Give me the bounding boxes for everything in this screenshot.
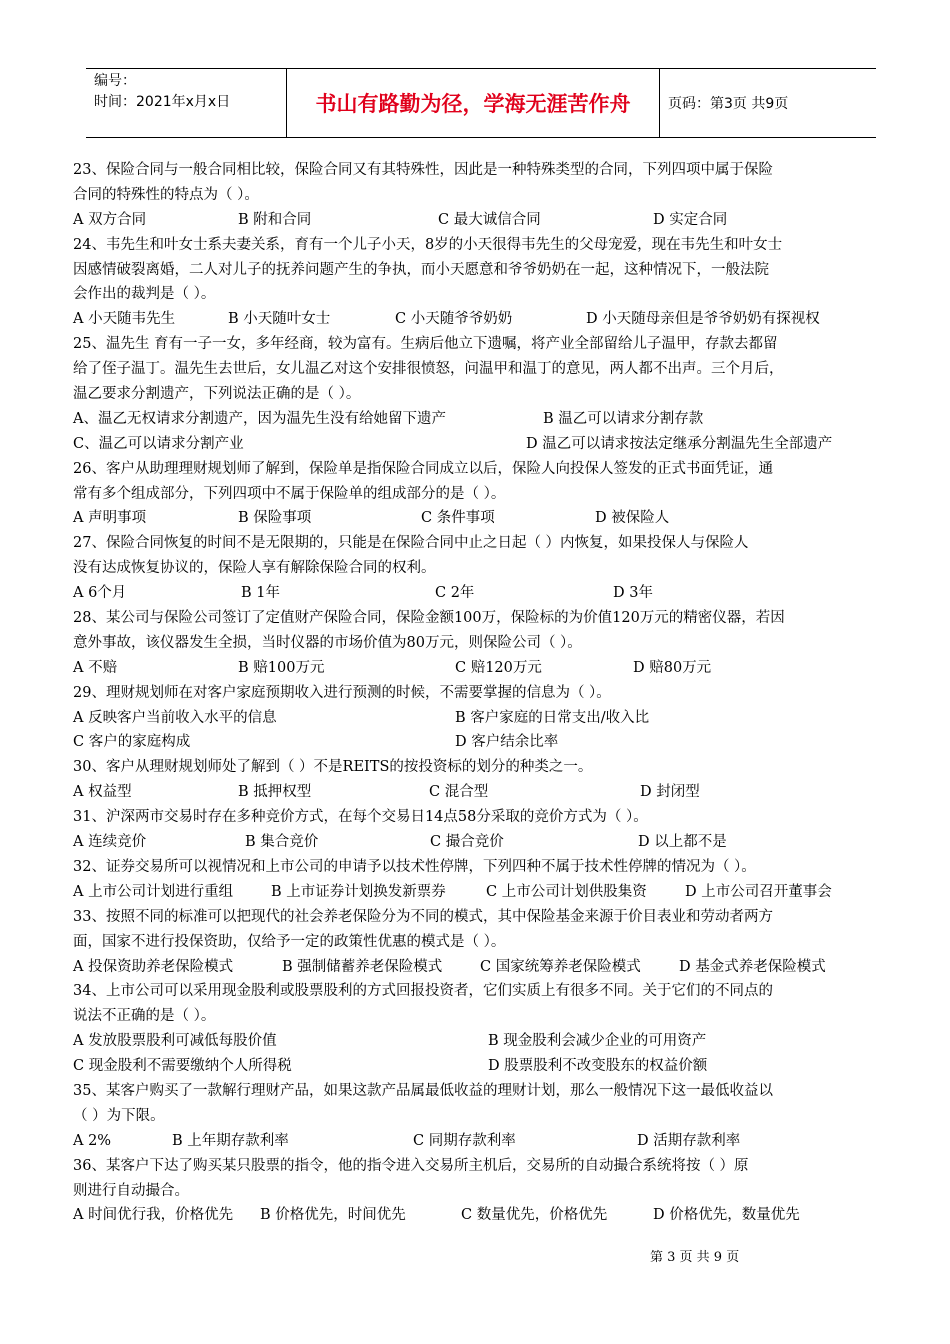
question-stem-line: （ ）为下限。 [73, 1107, 165, 1124]
answer-option: D 赔80万元 [633, 659, 712, 676]
question-stem-line: 27、保险合同恢复的时间不是无限期的，只能是在保险合同中止之日起（ ）内恢复，如果投保人与保险人 [73, 535, 749, 552]
answer-option: A 发放股票股利可减低每股价值 [73, 1033, 277, 1050]
question-item [73, 755, 903, 805]
question-stem-line: 给了侄子温丁。温先生去世后，女儿温乙对这个安排很愤怒，问温甲和温丁的意见，两人都不出声。三个月后， [73, 361, 784, 378]
page-footer: 第 3 页 共 9 页 [650, 1250, 740, 1265]
options-row [73, 1129, 903, 1154]
answer-option: C 小天随爷爷奶奶 [395, 311, 513, 328]
header-meta [86, 69, 287, 137]
question-stem-line: 31、沪深两市交易时存在多种竞价方式，在每个交易日14点58分采取的竞价方式为（ ）。 [73, 809, 648, 826]
answer-option: A、温乙无权请求分割遗产，因为温先生没有给她留下遗产 [73, 410, 446, 427]
question-item [73, 531, 903, 606]
question-stem-line: 29、理财规划师在对客户家庭预期收入进行预测的时候，不需要掌握的信息为（ ）。 [73, 684, 611, 701]
answer-option: C 赔120万元 [455, 659, 542, 676]
question-stem-line: 35、某客户购买了一款解行理财产品，如果这款产品属最低收益的理财计划，那么一般情况下这一最低收益以 [73, 1082, 773, 1099]
options-row [73, 506, 903, 531]
answer-option: C 条件事项 [421, 510, 495, 527]
answer-option: A 时间优行我，价格优先 [73, 1207, 234, 1224]
options-row [73, 208, 903, 233]
question-stem-line: 合同的特殊性的特点为（ ）。 [73, 186, 259, 203]
question-item [73, 1154, 903, 1229]
question-item [73, 457, 903, 532]
answer-option: C 客户的家庭构成 [73, 734, 191, 751]
answer-option: D 封闭型 [640, 784, 700, 801]
question-stem-line: 34、上市公司可以采用现金股利或股票股利的方式回报投资者，它们实质上有很多不同。关于它们的不同点的 [73, 983, 773, 1000]
answer-option: B 1年 [241, 585, 280, 602]
question-stem-line: 则进行自动撮合。 [73, 1182, 189, 1199]
answer-option: A 6个月 [73, 585, 127, 602]
answer-option: B 价格优先，时间优先 [260, 1207, 406, 1224]
options-row [73, 830, 903, 855]
page-header [86, 68, 876, 138]
answer-option: B 抵押权型 [238, 784, 312, 801]
question-stem-line: 温乙要求分割遗产，下列说法正确的是（ ）。 [73, 386, 361, 403]
options-row [73, 955, 903, 980]
answer-option: C 同期存款利率 [413, 1132, 516, 1149]
answer-option: D 以上都不是 [638, 834, 727, 851]
answer-option: A 声明事项 [73, 510, 147, 527]
answer-option: D 被保险人 [595, 510, 670, 527]
question-item [73, 332, 903, 456]
answer-option: B 保险事项 [238, 510, 312, 527]
question-stem-line: 因感情破裂离婚，二人对儿子的抚养问题产生的争执，而小天愿意和爷爷奶奶在一起，这种情况下，一般法院 [73, 261, 769, 278]
options-row [73, 581, 903, 606]
answer-option: A 双方合同 [73, 211, 147, 228]
answer-option: A 不赔 [73, 659, 118, 676]
time-line: 时间：2021年x月x日 [94, 94, 231, 110]
options-row [73, 706, 903, 731]
answer-option: A 上市公司计划进行重组 [73, 883, 234, 900]
options-row [73, 432, 903, 457]
answer-option: D 客户结余比率 [455, 734, 559, 751]
question-item [73, 681, 903, 756]
answer-option: D 小天随母亲但是爷爷奶奶有探视权 [586, 311, 820, 328]
question-item [73, 979, 903, 1079]
answer-option: C 国家统筹养老保险模式 [480, 958, 641, 975]
answer-option: C、温乙可以请求分割产业 [73, 435, 244, 452]
answer-option: B 客户家庭的日常支出/收入比 [455, 709, 650, 726]
number-label: 编号： [94, 73, 136, 89]
answer-option: D 3年 [613, 585, 653, 602]
question-item [73, 158, 903, 233]
header-motto: 书山有路勤为径，学海无涯苦作舟 [287, 69, 660, 137]
question-stem-line: 意外事故，该仪器发生全损，当时仪器的市场价值为80万元，则保险公司（ ）。 [73, 634, 582, 651]
question-stem-line: 面，国家不进行投保资助，仅给予一定的政策性优惠的模式是（ ）。 [73, 933, 506, 950]
question-item [73, 606, 903, 681]
page-number-label: 页码：第3页 共9页 [668, 96, 789, 112]
question-item [73, 855, 903, 905]
answer-option: B 小天随叶女士 [228, 311, 331, 328]
answer-option: C 上市公司计划供股集资 [486, 883, 647, 900]
answer-option: A 反映客户当前收入水平的信息 [73, 709, 277, 726]
answer-option: C 混合型 [429, 784, 489, 801]
answer-option: B 集合竞价 [245, 834, 319, 851]
answer-option: C 2年 [435, 585, 475, 602]
question-stem-line: 30、客户从理财规划师处了解到（ ）不是REITS的按投资标的划分的种类之一。 [73, 759, 593, 776]
answer-option: B 强制储蓄养老保险模式 [282, 958, 443, 975]
answer-option: C 撮合竞价 [430, 834, 504, 851]
question-item [73, 805, 903, 855]
question-item [73, 233, 903, 333]
answer-option: D 温乙可以请求按法定继承分割温先生全部遗产 [526, 435, 833, 452]
question-stem-line: 36、某客户下达了购买某只股票的指令，他的指令进入交易所主机后，交易所的自动撮合系统将按（ ）原 [73, 1157, 749, 1174]
answer-option: C 最大诚信合同 [438, 211, 541, 228]
answer-option: D 活期存款利率 [637, 1132, 741, 1149]
answer-option: D 基金式养老保险模式 [679, 958, 826, 975]
answer-option: C 数量优先，价格优先 [461, 1207, 608, 1224]
question-stem-line: 说法不正确的是（ ）。 [73, 1008, 216, 1025]
answer-option: C 现金股利不需要缴纳个人所得税 [73, 1058, 292, 1075]
question-stem-line: 28、某公司与保险公司签订了定值财产保险合同，保险金额100万，保险标的为价值120万元的精密仪器，若因 [73, 610, 785, 627]
options-row [73, 407, 903, 432]
question-stem-line: 没有达成恢复协议的，保险人享有解除保险合同的权利。 [73, 560, 436, 577]
question-item [73, 905, 903, 980]
answer-option: D 股票股利不改变股东的权益价额 [488, 1058, 708, 1075]
question-stem-line: 23、保险合同与一般合同相比较，保险合同又有其特殊性，因此是一种特殊类型的合同，下列四项中属于保险 [73, 162, 773, 178]
options-row [73, 1054, 903, 1079]
answer-option: A 投保资助养老保险模式 [73, 958, 234, 975]
answer-option: A 连续竞价 [73, 834, 147, 851]
options-row [73, 730, 903, 755]
answer-option: B 现金股利会减少企业的可用资产 [488, 1033, 707, 1050]
question-stem-line: 24、韦先生和叶女士系夫妻关系，育有一个儿子小天，8岁的小天很得韦先生的父母宠爱，现在韦先生和叶女士 [73, 236, 783, 253]
options-row [73, 656, 903, 681]
question-stem-line: 33、按照不同的标准可以把现代的社会养老保险分为不同的模式，其中保险基金来源于价目表业和劳动者两方 [73, 908, 773, 925]
options-row [73, 880, 903, 905]
question-stem-line: 会作出的裁判是（ ）。 [73, 286, 216, 303]
answer-option: B 赔100万元 [238, 659, 325, 676]
question-list [73, 158, 903, 1228]
question-stem-line: 25、温先生 育有一子一女，多年经商，较为富有。生病后他立下遗嘱，将产业全部留给儿子温甲，存款去都留 [73, 336, 778, 353]
question-stem-line: 32、证券交易所可以视情况和上市公司的申请予以技术性停牌，下列四种不属于技术性停牌的情况为（ ）。 [73, 858, 756, 875]
options-row [73, 1203, 903, 1228]
question-stem-line: 26、客户从助理理财规划师了解到，保险单是指保险合同成立以后，保险人向投保人签发的正式书面凭证，通 [73, 460, 773, 477]
answer-option: B 附和合同 [238, 211, 312, 228]
options-row [73, 780, 903, 805]
answer-option: A 权益型 [73, 784, 132, 801]
answer-option: D 上市公司召开董事会 [685, 883, 832, 900]
options-row [73, 1029, 903, 1054]
options-row [73, 307, 903, 332]
answer-option: B 上年期存款利率 [172, 1132, 289, 1149]
answer-option: D 价格优先，数量优先 [653, 1207, 800, 1224]
answer-option: A 2% [73, 1132, 112, 1149]
answer-option: B 温乙可以请求分割存款 [543, 410, 704, 427]
question-item [73, 1079, 903, 1154]
answer-option: B 上市证券计划换发新票券 [271, 883, 446, 900]
answer-option: D 实定合同 [653, 211, 728, 228]
question-stem-line: 常有多个组成部分，下列四项中不属于保险单的组成部分的是（ ）。 [73, 485, 506, 502]
answer-option: A 小天随韦先生 [73, 311, 176, 328]
